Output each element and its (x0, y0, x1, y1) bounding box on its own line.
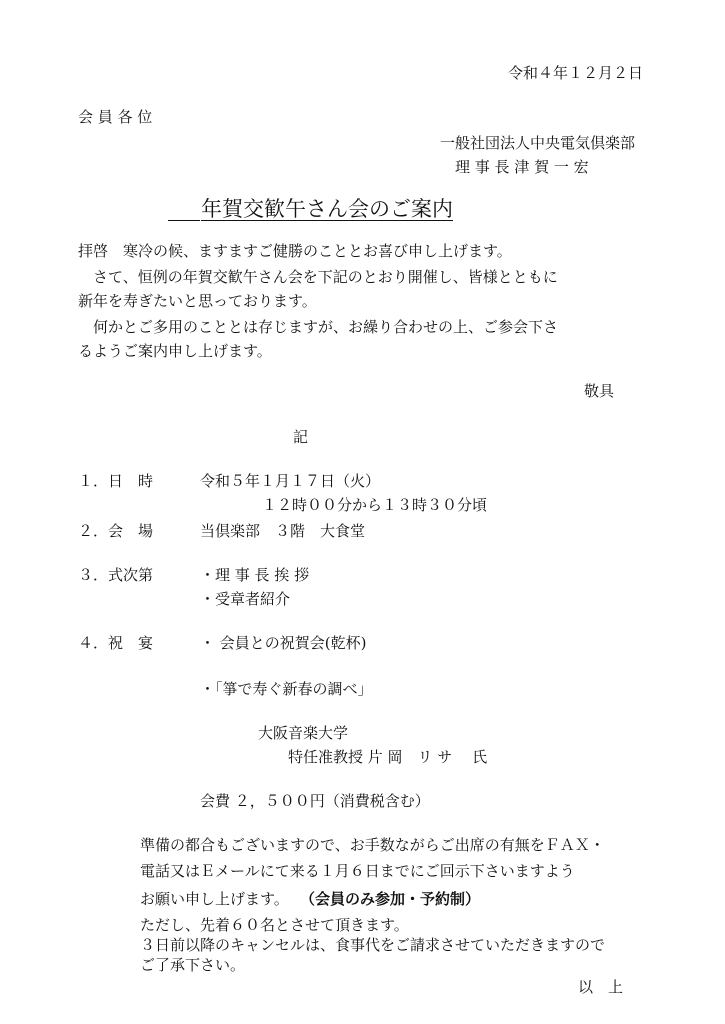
item-4-label: ４．祝 宴 (78, 634, 154, 652)
item-3-program-b: ・受章者紹介 (200, 590, 291, 608)
sender-organization: 一般社団法人中央電気倶楽部 (440, 134, 636, 152)
note-line-3a: お願い申し上げます。 (140, 890, 289, 908)
item-2-label: ２．会 場 (78, 522, 154, 540)
document-date: 令和４年１２月２日 (508, 64, 644, 82)
body-line-2: さて、恒例の年賀交歓午さん会を下記のとおり開催し、皆様とともに (78, 268, 558, 286)
body-line-1: 拝啓 寒冷の候、ますますご健勝のこととお喜び申し上げます。 (78, 242, 512, 260)
body-line-5: るようご案内申し上げます。 (78, 342, 272, 360)
item-1-date: 令和５年１月１７日（火） (200, 472, 381, 490)
closing-ijou: 以 上 (578, 978, 624, 996)
note-line-6: ご了承下さい。 (140, 956, 246, 974)
note-line-5: ３日前以降のキャンセルは、食事代をご請求させていただきますので (140, 936, 606, 954)
addressee: 会 員 各 位 (78, 108, 153, 126)
item-2-venue: 当倶楽部 ３階 大食堂 (200, 522, 366, 540)
performer-affiliation: 大阪音楽大学 (258, 724, 349, 742)
sender-name: 理 事 長 津 賀 一 宏 (455, 158, 589, 176)
body-line-4: 何かとご多用のこととは存じますが、お繰り合わせの上、ご参会下さ (78, 318, 559, 336)
fee: 会費 ２，５００円（消費税含む） (200, 792, 430, 810)
note-members-only: （会員のみ参加・予約制） (300, 890, 481, 908)
item-3-label: ３．式次第 (78, 566, 154, 584)
note-line-1: 準備の都合もございますので、お手数ながらご出席の有無をＦＡＸ・ (140, 836, 605, 854)
item-4-party: ・ 会員との祝賀会(乾杯) (200, 634, 367, 652)
item-1-label: １．日 時 (78, 472, 154, 490)
item-3-program-a: ・理 事 長 挨 拶 (200, 566, 310, 584)
title-underline-lead (168, 220, 200, 221)
item-4-performance: ・「箏で寿ぐ新春の調べ」 (200, 680, 373, 698)
ki-heading: 記 (293, 428, 309, 446)
page-title: 年賀交歓午さん会のご案内 (201, 197, 453, 221)
closing-keigu: 敬具 (584, 382, 615, 400)
body-line-3: 新年を寿ぎたいと思っております。 (78, 292, 317, 310)
item-1-time: １２時００分から１３時３０分頃 (262, 496, 488, 514)
note-line-2: 電話又はＥメールにて来る１月６日までにご回示下さいますよう (140, 862, 575, 880)
note-line-4: ただし、先着６０名とさせて頂きます。 (140, 916, 409, 934)
performer-name: 特任准教授 片 岡 リ サ 氏 (288, 748, 488, 766)
